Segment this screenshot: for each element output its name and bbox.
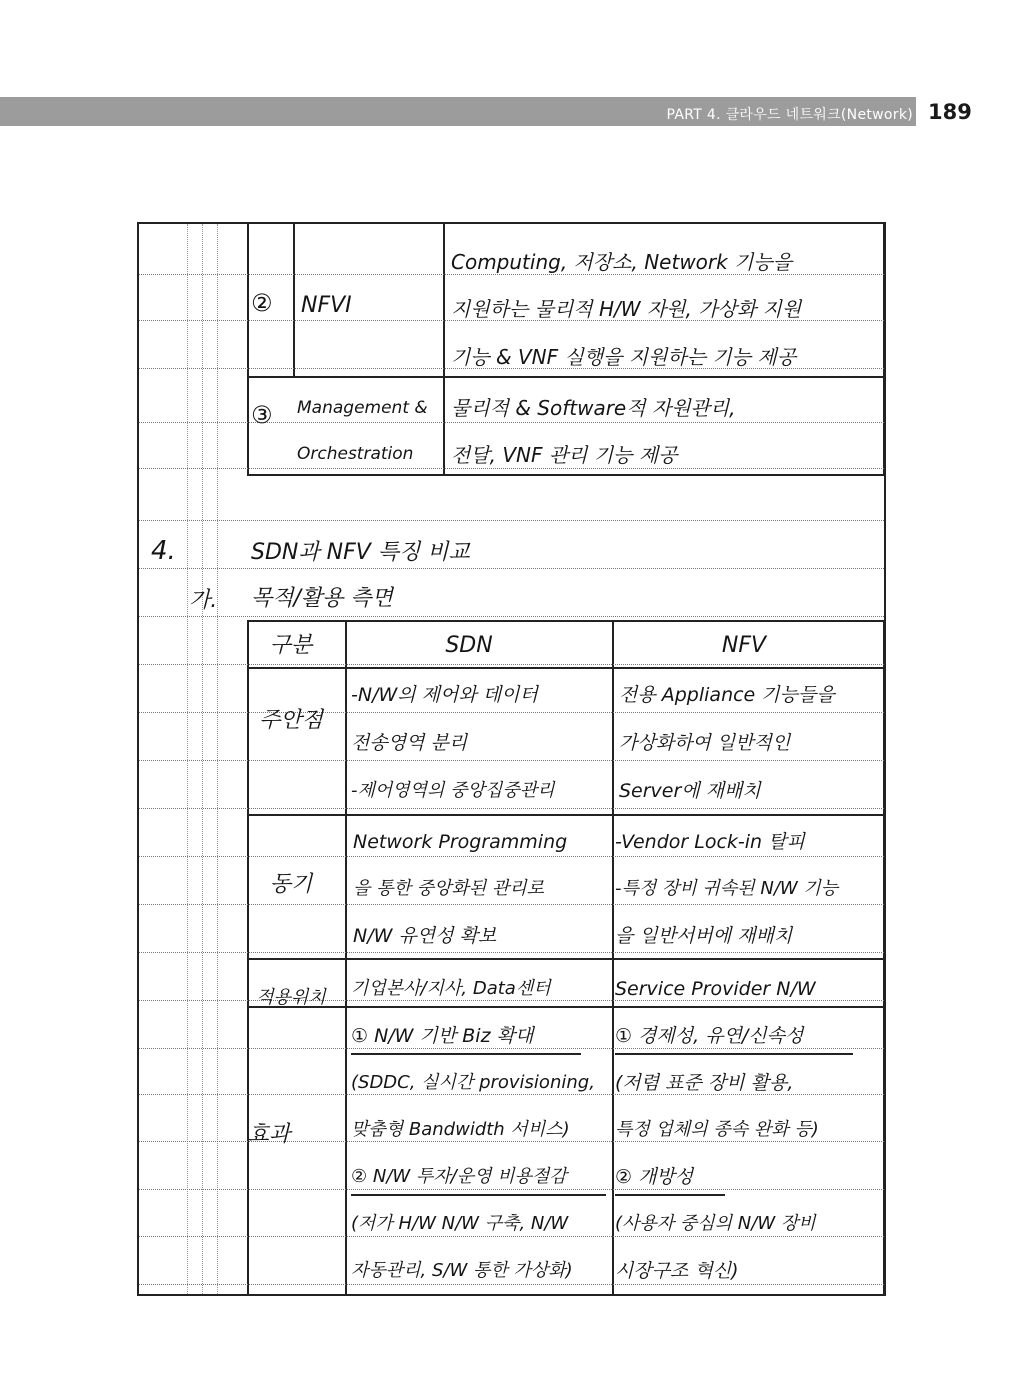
effect-sdn-1: ① N/W 기반 Biz 확대	[351, 1025, 534, 1047]
mano-name-1: Management &	[297, 398, 428, 418]
ruled-line	[139, 664, 884, 665]
ruled-line	[139, 856, 884, 857]
mano-num: ③	[251, 401, 273, 429]
note-sheet	[137, 222, 886, 1296]
table-line	[247, 814, 885, 816]
motivation-sdn-3: N/W 유연성 확보	[353, 925, 497, 947]
table-line	[247, 958, 885, 960]
table-line	[247, 620, 885, 622]
table-line	[293, 224, 295, 376]
ruled-line	[139, 1048, 884, 1049]
frame-line	[247, 224, 249, 474]
focus-sdn-3: -제어영역의 중앙집중관리	[351, 780, 555, 801]
ruled-line	[139, 1236, 884, 1237]
underline	[351, 1194, 606, 1196]
section-title: SDN과 NFV 특징 비교	[251, 540, 470, 565]
table-line	[883, 224, 885, 474]
section-number: 4.	[151, 536, 176, 566]
ruled-line	[139, 760, 884, 761]
focus-sdn-1: -N/W의 제어와 데이터	[351, 684, 538, 706]
motivation-nfv-1: -Vendor Lock-in 탈피	[615, 831, 805, 853]
ruled-line	[139, 468, 884, 469]
subsection-number: 가.	[189, 588, 218, 613]
motivation-sdn-2: 을 통한 중앙화된 관리로	[353, 878, 545, 899]
ruled-line	[139, 952, 884, 953]
underline	[615, 1053, 853, 1055]
subsection-title: 목적/활용 측면	[251, 586, 393, 611]
table-line	[247, 667, 885, 669]
row-label-effect: 효과	[247, 1122, 291, 1147]
ruled-line	[139, 616, 884, 617]
effect-nfv-5: (사용자 중심의 N/W 장비	[615, 1213, 816, 1234]
col-header-sdn: SDN	[445, 633, 493, 658]
mano-name-2: Orchestration	[297, 444, 414, 464]
mano-desc-2: 전달, VNF 관리 기능 제공	[451, 443, 678, 467]
nfvi-desc-3: 기능 & VNF 실행을 지원하는 기능 제공	[451, 345, 797, 369]
effect-nfv-2: (저렴 표준 장비 활용,	[615, 1072, 794, 1094]
ruled-line	[139, 1284, 884, 1285]
effect-nfv-3: 특정 업체의 종속 완화 등)	[615, 1119, 819, 1140]
col-header-nfv: NFV	[721, 633, 767, 658]
motivation-sdn-1: Network Programming	[353, 831, 568, 853]
nfvi-desc-2: 지원하는 물리적 H/W 자원, 가상화 지원	[451, 297, 802, 321]
focus-sdn-2: 전송영역 분리	[351, 732, 468, 754]
part-title: PART 4. 클라우드 네트워크(Network)	[666, 107, 913, 123]
table-line	[247, 376, 885, 378]
motivation-nfv-3: 을 일반서버에 재배치	[615, 925, 793, 947]
effect-nfv-6: 시장구조 혁신)	[615, 1260, 739, 1282]
table-line	[247, 1006, 885, 1008]
effect-sdn-2: (SDDC, 실시간 provisioning,	[351, 1072, 595, 1093]
focus-nfv-1: 전용 Appliance 기능들을	[619, 684, 835, 706]
table-line	[612, 620, 614, 1296]
table-line	[883, 620, 885, 1296]
effect-nfv-4: ② 개방성	[615, 1166, 694, 1188]
ruled-line	[139, 1000, 884, 1001]
underline	[615, 1194, 725, 1196]
location-sdn: 기업본사/지사, Data센터	[351, 978, 551, 999]
focus-nfv-3: Server에 재배치	[619, 780, 761, 802]
effect-sdn-3: 맞춤형 Bandwidth 서비스)	[351, 1119, 570, 1140]
row-label-motivation: 동기	[269, 872, 313, 897]
motivation-nfv-2: -특정 장비 귀속된 N/W 기능	[615, 878, 839, 899]
nfvi-num: ②	[251, 289, 273, 317]
col-header-category: 구분	[269, 633, 313, 658]
table-line	[443, 224, 445, 474]
underline	[351, 1053, 581, 1055]
effect-sdn-4: ② N/W 투자/운영 비용절감	[351, 1166, 567, 1187]
ruled-line	[139, 568, 884, 569]
focus-nfv-2: 가상화하여 일반적인	[619, 732, 791, 754]
effect-sdn-6: 자동관리, S/W 통한 가상화)	[351, 1260, 573, 1281]
table-line	[247, 620, 249, 1296]
effect-sdn-5: (저가 H/W N/W 구축, N/W	[351, 1213, 569, 1234]
ruled-line	[139, 808, 884, 809]
ruled-line	[139, 1094, 884, 1095]
ruled-line	[139, 712, 884, 713]
mano-desc-1: 물리적 & Software적 자원관리,	[451, 396, 736, 420]
location-nfv: Service Provider N/W	[615, 978, 816, 1000]
table-line	[247, 474, 885, 476]
ruled-line	[139, 520, 884, 521]
ruled-line	[139, 904, 884, 905]
row-label-location: 적용위치	[256, 987, 326, 1008]
nfvi-desc-1: Computing, 저장소, Network 기능을	[451, 250, 793, 274]
nfvi-name: NFVI	[301, 293, 352, 318]
ruled-line	[139, 1189, 884, 1190]
row-label-focus: 주안점	[259, 708, 323, 733]
ruled-line	[139, 274, 884, 275]
table-line	[345, 620, 347, 1296]
page-number: 189	[928, 100, 972, 124]
effect-nfv-1: ① 경제성, 유연/신속성	[615, 1025, 804, 1047]
